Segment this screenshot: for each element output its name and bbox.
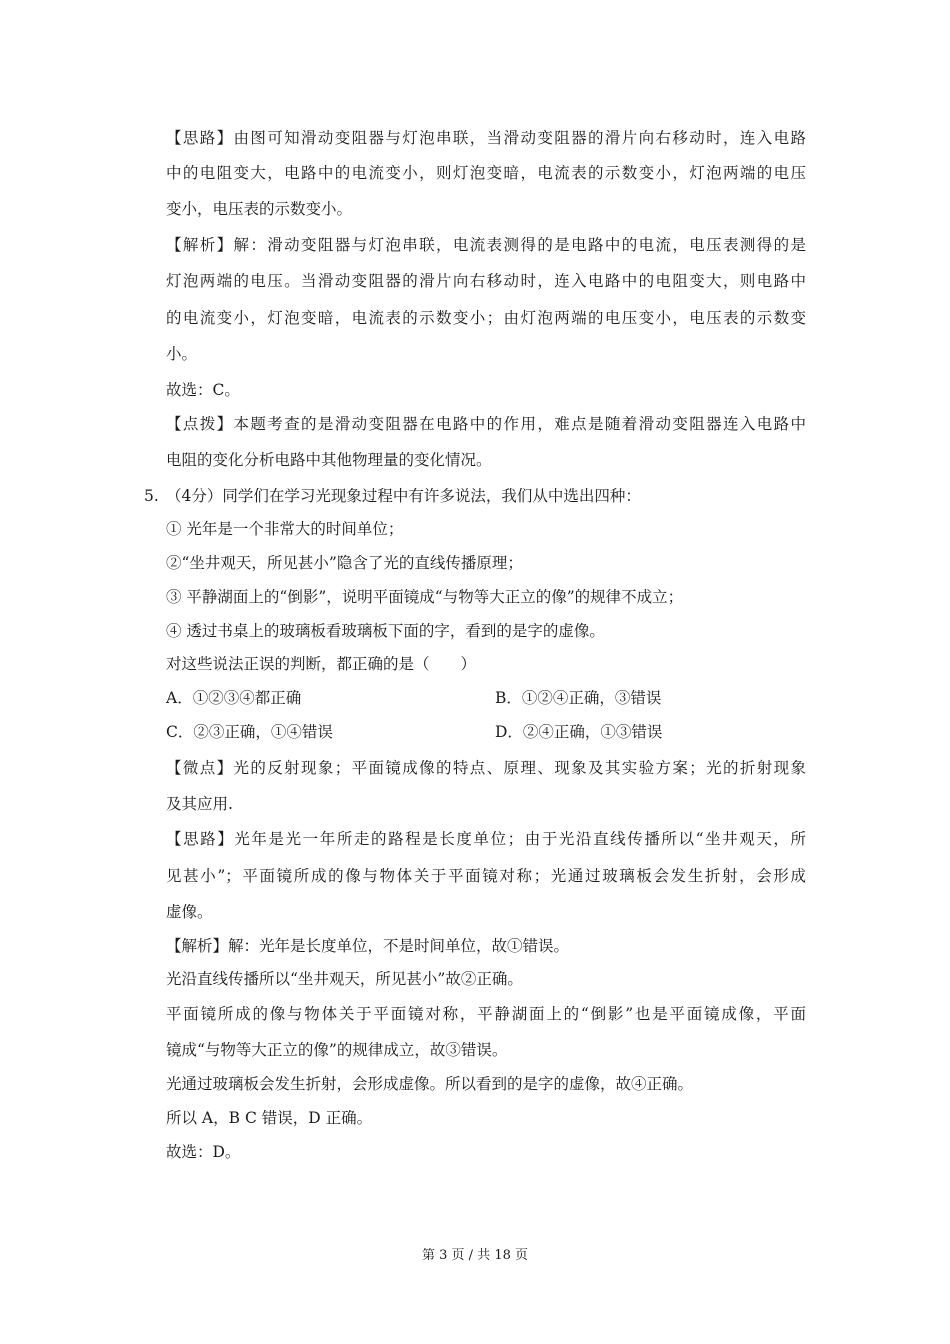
q5-silu-line-3: 虚像。	[166, 903, 213, 921]
q5-question: 对这些说法正误的判断，都正确的是（ ）	[166, 655, 477, 673]
q5-jiexi-line-2: 光沿直线传播所以“坐井观天，所见甚小”故②正确。	[166, 970, 523, 988]
q4-silu-line-1: 【思路】由图可知滑动变阻器与灯泡串联，当滑动变阻器的滑片向右移动时，连入电路	[166, 129, 806, 147]
q4-dianbo-line-2: 电阻的变化分析电路中其他物理量的变化情况。	[166, 451, 492, 469]
page-footer: 第 3 页 / 共 18 页	[422, 1248, 528, 1263]
q4-jiexi-line-1: 【解析】解：滑动变阻器与灯泡串联，电流表测得的是电路中的电流，电压表测得的是	[166, 236, 806, 254]
q5-jiexi-line-4: 镜成“与物等大正立的像”的规律成立，故③错误。	[166, 1041, 508, 1059]
q5-option-d: D．②④正确，①③错误	[495, 723, 663, 741]
q4-jiexi-line-3: 的电流变小，灯泡变暗，电流表的示数变小；由灯泡两端的电压变小，电压表的示数变	[166, 309, 806, 327]
q5-statement-1: ① 光年是一个非常大的时间单位；	[166, 520, 404, 538]
q5-stem: （4分）同学们在学习光现象过程中有许多说法，我们从中选出四种：	[166, 487, 641, 505]
q5-weidian-line-1: 【微点】光的反射现象；平面镜成像的特点、原理、现象及其实验方案；光的折射现象	[166, 759, 806, 777]
q4-jiexi-line-4: 小。	[166, 345, 198, 363]
q4-silu-line-2: 中的电阻变大，电路中的电流变小，则灯泡变暗，电流表的示数变小，灯泡两端的电压	[166, 164, 806, 182]
q5-jiexi-line-5: 光通过玻璃板会发生折射，会形成虚像。所以看到的是字的虚像，故④正确。	[166, 1075, 694, 1093]
q5-option-c: C．②③正确，①④错误	[166, 723, 333, 741]
q5-jiexi-line-6: 所以 A，B C 错误，D 正确。	[166, 1109, 373, 1127]
q5-jiexi-line-1: 【解析】解：光年是长度单位，不是时间单位，故①错误。	[166, 937, 570, 955]
q5-number: 5.	[144, 487, 159, 505]
q5-statement-2: ②“坐井观天，所见甚小”隐含了光的直线传播原理；	[166, 554, 523, 572]
q4-jiexi-line-2: 灯泡两端的电压。当滑动变阻器的滑片向右移动时，连入电路中的电阻变大，则电路中	[166, 272, 806, 290]
q5-silu-line-1: 【思路】光年是光一年所走的路程是长度单位；由于光沿直线传播所以“坐井观天，所	[166, 830, 806, 848]
q5-jiexi-line-3: 平面镜所成的像与物体关于平面镜对称，平静湖面上的“倒影”也是平面镜成像，平面	[166, 1005, 806, 1023]
q5-statement-4: ④ 透过书桌上的玻璃板看玻璃板下面的字，看到的是字的虚像。	[166, 622, 605, 640]
q5-silu-line-2: 见甚小”；平面镜所成的像与物体关于平面镜对称；光通过玻璃板会发生折射，会形成	[166, 867, 806, 885]
q4-silu-line-3: 变小，电压表的示数变小。	[166, 200, 353, 218]
q4-answer: 故选：C。	[166, 381, 240, 399]
q4-dianbo-line-1: 【点拨】本题考查的是滑动变阻器在电路中的作用，难点是随着滑动变阻器连入电路中	[166, 415, 806, 433]
q5-weidian-line-2: 及其应用.	[166, 795, 233, 813]
q5-statement-3: ③ 平静湖面上的“倒影”，说明平面镜成“与物等大正立的像”的规律不成立；	[166, 588, 684, 606]
q5-answer: 故选：D。	[166, 1143, 241, 1161]
q5-option-a: A．①②③④都正确	[166, 689, 302, 707]
q5-option-b: B．①②④正确，③错误	[495, 689, 662, 707]
